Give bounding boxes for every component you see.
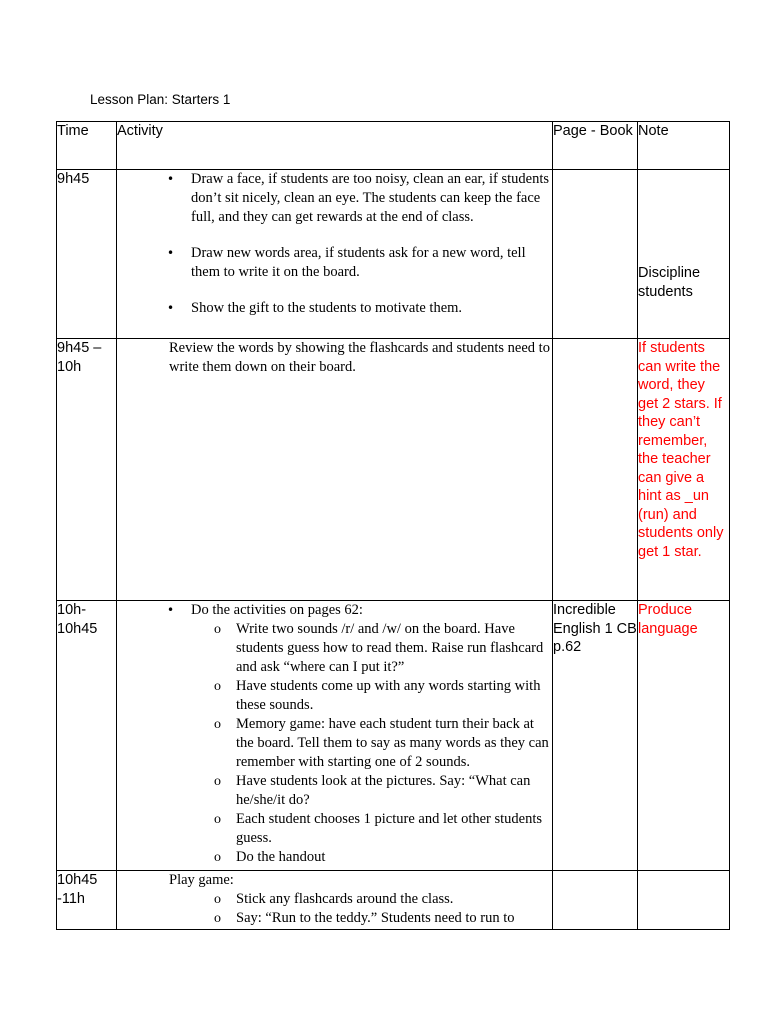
header-activity: Activity: [117, 122, 553, 170]
activity-text: Review the words by showing the flashcards and students need to write them down on their board.: [169, 340, 550, 375]
header-page-book: Page - Book: [553, 122, 638, 170]
activity-subitem-list: [191, 620, 552, 867]
header-note: Note: [638, 122, 730, 170]
note-text: Discipline students: [638, 265, 701, 300]
activity-cell: [117, 339, 553, 601]
subitem: o Each student chooses 1 picture and let other students guess.: [191, 810, 552, 848]
table-row: [57, 170, 730, 339]
header-time: Time: [57, 122, 117, 170]
page-book-cell: [553, 170, 638, 339]
table-row: [57, 339, 730, 601]
activity-cell: [117, 871, 553, 930]
table-row: [57, 601, 730, 871]
activity-subitem-list: [117, 890, 552, 928]
subitem: o Have students come up with any words starting with these sounds.: [191, 677, 552, 715]
time-cell: 9h45 – 10h: [57, 339, 117, 601]
subitem: o Say: “Run to the teddy.” Students need to run to: [117, 909, 552, 928]
bullet-item: • Draw new words area, if students ask for a new word, tell them to write it on the board.: [117, 244, 552, 282]
lesson-plan-table: [56, 121, 730, 930]
bullet-text: Do the activities on pages 62:: [191, 602, 363, 618]
note-cell: Produce language: [638, 601, 730, 871]
activity-cell: [117, 170, 553, 339]
time-cell: 9h45: [57, 170, 117, 339]
document-title: Lesson Plan: Starters 1: [90, 92, 231, 107]
note-cell: If students can write the word, they get 2 stars. If they can’t remember, the teacher can give a hint as _un (run) and students only get 1 star.: [638, 339, 730, 601]
subitem: o Have students look at the pictures. Say: “What can he/she/it do?: [191, 772, 552, 810]
table-header-row: [57, 122, 730, 170]
activity-text: Play game:: [169, 872, 234, 888]
page-book-cell: [553, 871, 638, 930]
activity-bullet-list: [117, 170, 552, 318]
table-row: [57, 871, 730, 930]
time-cell: 10h45 -11h: [57, 871, 117, 930]
subitem: o Do the handout: [191, 848, 552, 867]
bullet-item: • Show the gift to the students to motivate them.: [117, 299, 552, 318]
activity-bullet-list: [117, 601, 552, 867]
subitem: o Stick any flashcards around the class.: [117, 890, 552, 909]
bullet-item: • Draw a face, if students are too noisy, clean an ear, if students don’t sit nicely, clean an eye. The students can keep the face full, and they can get rewards at the end of class.: [117, 170, 552, 227]
note-cell: [638, 170, 730, 339]
time-cell: 10h-10h45: [57, 601, 117, 871]
page-book-cell: Incredible English 1 CB p.62: [553, 601, 638, 871]
activity-cell: [117, 601, 553, 871]
page-book-cell: [553, 339, 638, 601]
subitem: o Write two sounds /r/ and /w/ on the board. Have students guess how to read them. Raise run flashcard and ask “where can I put it?”: [191, 620, 552, 677]
subitem: o Memory game: have each student turn their back at the board. Tell them to say as many words as they can remember with starting one of 2 sounds.: [191, 715, 552, 772]
note-cell: [638, 871, 730, 930]
bullet-item: [117, 601, 552, 867]
